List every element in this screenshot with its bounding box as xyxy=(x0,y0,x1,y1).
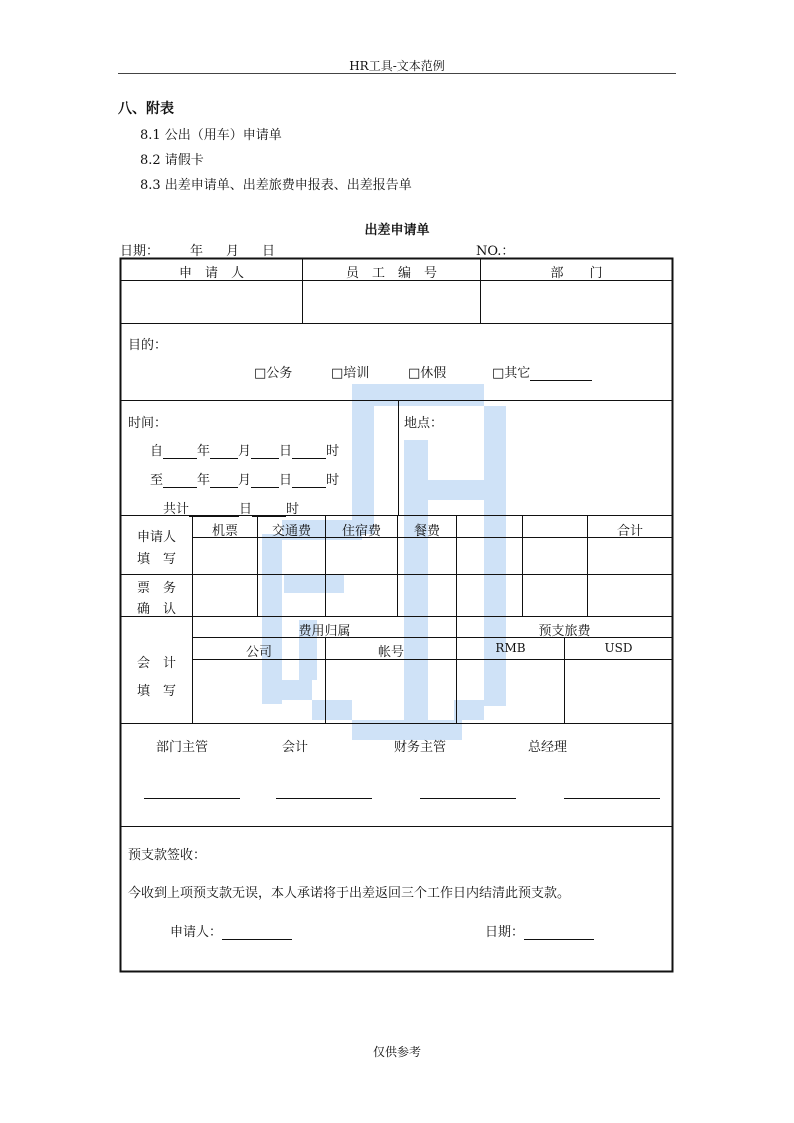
from-year-blank[interactable] xyxy=(163,445,197,459)
total-prefix: 共计 xyxy=(163,502,190,517)
to-year-blank[interactable] xyxy=(163,474,197,488)
to-day-blank[interactable] xyxy=(251,474,279,488)
purpose-label: 目的： xyxy=(128,338,168,353)
date-sign-row xyxy=(485,921,594,940)
applicant-header: 申 请 人 xyxy=(178,266,244,281)
cost-col-total: 合计 xyxy=(616,524,643,539)
cost-col-lodging: 住宿费 xyxy=(341,524,381,539)
date-sign-blank[interactable] xyxy=(524,926,594,940)
advance-statement: 今收到上项预支款无误，本人承诺将于出差返回三个工作日内结清此预支款。 xyxy=(128,886,571,901)
accounting-fill-label-2: 填 写 xyxy=(136,684,176,699)
date-sign-label: 日期： xyxy=(485,925,525,940)
from-day-unit: 日 xyxy=(279,444,293,459)
applicant-sign-label: 申请人： xyxy=(170,925,223,940)
to-hour-blank[interactable] xyxy=(292,474,326,488)
purpose-option-other-label: □其它 xyxy=(492,366,531,381)
signature-finance-manager: 财务主管 xyxy=(394,740,447,755)
applicant-sign-blank[interactable] xyxy=(222,926,292,940)
from-prefix: 自 xyxy=(150,444,164,459)
from-month-blank[interactable] xyxy=(210,445,238,459)
cost-col-meals: 餐费 xyxy=(413,524,440,539)
from-hour-blank[interactable] xyxy=(292,445,326,459)
date-year-label: 年 xyxy=(190,244,204,259)
time-label: 时间： xyxy=(128,416,168,431)
purpose-option-training[interactable]: □培训 xyxy=(331,366,370,381)
cost-col-airfare: 机票 xyxy=(211,524,238,539)
cost-col-transport: 交通费 xyxy=(271,524,311,539)
date-month-label: 月 xyxy=(226,244,240,259)
total-day-blank[interactable] xyxy=(189,503,239,517)
rmb-header: RMB xyxy=(495,641,526,655)
appendix-heading: 八、附表 xyxy=(118,101,174,117)
purpose-option-other[interactable] xyxy=(492,362,592,381)
page-header: HR工具-文本范例 xyxy=(349,59,445,73)
to-year-unit: 年 xyxy=(197,473,211,488)
purpose-option-business[interactable]: □公务 xyxy=(254,366,293,381)
accounting-fill-label-1: 会 计 xyxy=(136,656,176,671)
applicant-fill-label-1: 申请人 xyxy=(136,530,176,545)
signature-general-manager: 总经理 xyxy=(528,740,568,755)
to-month-unit: 月 xyxy=(238,473,252,488)
time-to-row xyxy=(150,469,339,488)
signature-accountant: 会计 xyxy=(282,740,309,755)
from-month-unit: 月 xyxy=(238,444,252,459)
total-hour-unit: 时 xyxy=(286,502,300,517)
purpose-option-vacation[interactable]: □休假 xyxy=(408,366,447,381)
advance-travel-header: 预支旅费 xyxy=(538,624,591,639)
applicant-fill-label-2: 填 写 xyxy=(136,552,176,567)
total-hour-blank[interactable] xyxy=(252,503,286,517)
to-month-blank[interactable] xyxy=(210,474,238,488)
date-label: 日期： xyxy=(120,244,160,259)
cost-attribution-header: 费用归属 xyxy=(298,624,351,639)
from-year-unit: 年 xyxy=(197,444,211,459)
time-total-row xyxy=(163,498,299,517)
to-day-unit: 日 xyxy=(279,473,293,488)
applicant-sign-row xyxy=(170,921,292,940)
advance-receipt-label: 预支款签收： xyxy=(128,848,207,863)
time-from-row xyxy=(150,440,339,459)
appendix-item: 8.3 出差申请单、出差旅费申报表、出差报告单 xyxy=(140,178,412,193)
page-footer: 仅供参考 xyxy=(372,1045,421,1059)
to-hour-unit: 时 xyxy=(326,473,340,488)
ticket-confirm-label-2: 确 认 xyxy=(136,602,176,617)
usd-header: USD xyxy=(604,641,633,655)
signature-dept-manager: 部门主管 xyxy=(156,740,209,755)
employee-number-header: 员 工 编 号 xyxy=(345,266,437,281)
total-day-unit: 日 xyxy=(239,502,253,517)
company-header: 公司 xyxy=(245,645,272,660)
appendix-item: 8.1 公出（用车）申请单 xyxy=(140,128,282,143)
form-title: 出差申请单 xyxy=(364,223,430,238)
ticket-confirm-label-1: 票 务 xyxy=(136,581,176,596)
purpose-other-blank[interactable] xyxy=(530,367,592,381)
date-day-label: 日 xyxy=(262,244,276,259)
to-prefix: 至 xyxy=(150,473,164,488)
from-hour-unit: 时 xyxy=(326,444,340,459)
from-day-blank[interactable] xyxy=(251,445,279,459)
location-label: 地点： xyxy=(404,416,444,431)
department-header: 部 门 xyxy=(550,266,603,281)
appendix-item: 8.2 请假卡 xyxy=(140,153,204,168)
account-number-header: 帐号 xyxy=(377,645,404,660)
number-label: NO.： xyxy=(476,244,515,259)
